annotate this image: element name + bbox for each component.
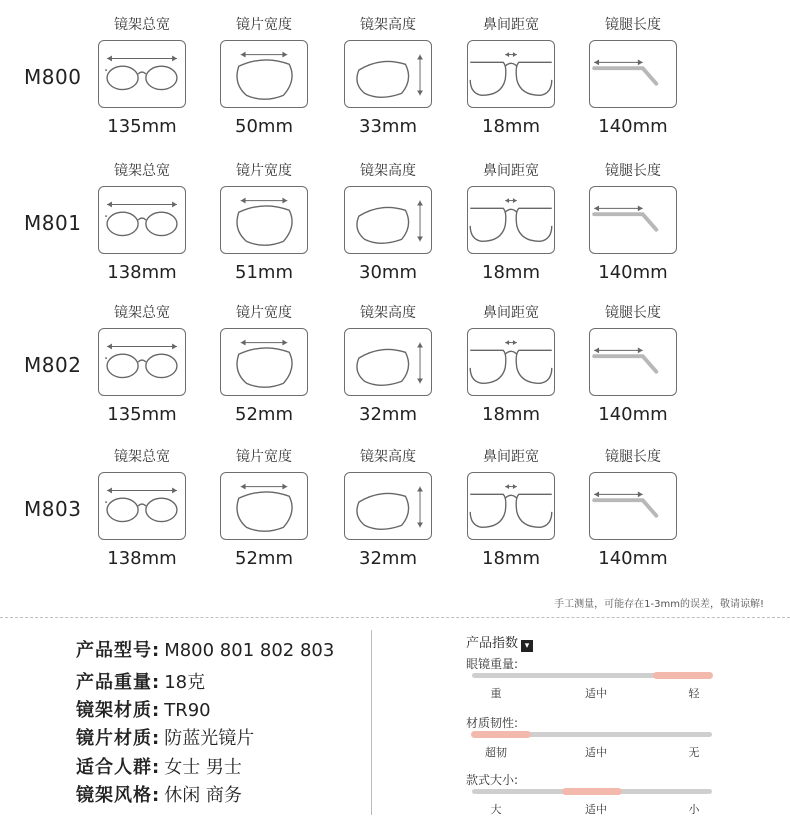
measurement-diagram (467, 186, 555, 254)
rating-tick: 重 (490, 687, 502, 700)
frame-height-icon (345, 187, 431, 253)
column-header: 镜架总宽 (114, 305, 170, 321)
spec-key: 镜片材质: (76, 728, 161, 749)
lens-width-icon (221, 329, 307, 395)
measurement-value: 135mm (107, 116, 177, 137)
measurement-diagram (98, 186, 186, 254)
spec-key: 镜架风格: (76, 785, 161, 806)
spec-value: 18克 (164, 672, 206, 693)
measurement-diagram (589, 186, 677, 254)
rating-tick: 无 (688, 746, 700, 759)
measurement-value: 18mm (482, 116, 540, 137)
temple-length-icon (590, 329, 676, 395)
rating-tick: 适中 (585, 803, 607, 816)
lens-width-icon (221, 41, 307, 107)
spec-key: 产品型号: (76, 640, 161, 661)
measurement-diagram (220, 328, 308, 396)
spec-row (76, 724, 254, 750)
spec-value: 防蓝光镜片 (164, 728, 255, 749)
rating-tick: 轻 (688, 687, 700, 700)
model-label-m802: M802 (24, 353, 82, 377)
measurement-note: 手工测量，可能存在1-3mm的误差，敬请谅解! (554, 599, 764, 610)
spec-key: 适合人群: (76, 757, 161, 778)
index-title (466, 632, 533, 652)
spec-value: TR90 (164, 700, 211, 721)
measurement-value: 140mm (598, 262, 668, 283)
lens-width-icon (221, 187, 307, 253)
column-header: 镜架高度 (360, 17, 416, 33)
measurement-diagram (467, 328, 555, 396)
column-header: 镜腿长度 (605, 449, 661, 465)
rating-indicator (471, 731, 531, 738)
measurement-value: 140mm (598, 116, 668, 137)
measurement-diagram (98, 328, 186, 396)
model-label-m803: M803 (24, 497, 82, 521)
spec-row (76, 668, 205, 694)
measurement-value: 52mm (235, 548, 293, 569)
bridge-width-icon (468, 473, 554, 539)
column-header: 鼻间距宽 (483, 305, 539, 321)
column-header: 镜架总宽 (114, 163, 170, 179)
temple-length-icon (590, 473, 676, 539)
index-title-text: 产品指数 (466, 636, 519, 651)
spec-row (76, 636, 334, 662)
model-label-m800: M800 (24, 65, 82, 89)
frame-height-icon (345, 329, 431, 395)
frame-height-icon (345, 41, 431, 107)
column-header: 镜片宽度 (236, 17, 292, 33)
vertical-divider (371, 630, 372, 815)
rating-indicator (562, 788, 622, 795)
measurement-value: 18mm (482, 548, 540, 569)
column-header: 镜片宽度 (236, 449, 292, 465)
rating-track (472, 673, 712, 678)
measurement-diagram (344, 186, 432, 254)
rating-tick: 超韧 (485, 746, 507, 759)
measurement-value: 52mm (235, 404, 293, 425)
rating-tick: 适中 (585, 687, 607, 700)
model-label-m801: M801 (24, 211, 82, 235)
measurement-diagram (344, 472, 432, 540)
column-header: 镜腿长度 (605, 305, 661, 321)
spec-row (76, 696, 211, 722)
measurement-value: 50mm (235, 116, 293, 137)
rating-indicator (653, 672, 713, 679)
column-header: 镜架高度 (360, 449, 416, 465)
column-header: 镜架总宽 (114, 449, 170, 465)
measurement-value: 138mm (107, 262, 177, 283)
bridge-width-icon (468, 187, 554, 253)
frame-width-icon (99, 41, 185, 107)
rating-label: 款式大小: (466, 773, 519, 787)
column-header: 镜片宽度 (236, 305, 292, 321)
column-header: 镜架总宽 (114, 17, 170, 33)
spec-key: 产品重量: (76, 672, 161, 693)
frame-width-icon (99, 329, 185, 395)
rating-tick: 适中 (585, 746, 607, 759)
measurement-diagram (344, 40, 432, 108)
measurement-value: 140mm (598, 548, 668, 569)
measurement-value: 32mm (359, 404, 417, 425)
rating-tick: 小 (688, 803, 700, 816)
rating-label: 眼镜重量: (466, 657, 519, 671)
rating-tick: 大 (490, 803, 502, 816)
column-header: 镜腿长度 (605, 17, 661, 33)
measurement-diagram (220, 472, 308, 540)
measurement-diagram (98, 40, 186, 108)
column-header: 镜片宽度 (236, 163, 292, 179)
measurement-diagram (98, 472, 186, 540)
column-header: 鼻间距宽 (483, 17, 539, 33)
measurement-value: 32mm (359, 548, 417, 569)
rating-track (472, 789, 712, 794)
spec-row (76, 753, 242, 779)
frame-width-icon (99, 473, 185, 539)
measurement-value: 135mm (107, 404, 177, 425)
rating-track (472, 732, 712, 737)
section-divider (0, 617, 790, 618)
measurement-diagram (589, 328, 677, 396)
measurement-diagram (220, 40, 308, 108)
column-header: 鼻间距宽 (483, 449, 539, 465)
chevron-down-icon: ▾ (521, 640, 533, 652)
temple-length-icon (590, 187, 676, 253)
measurement-value: 18mm (482, 262, 540, 283)
spec-value: 女士 男士 (164, 757, 242, 778)
lens-width-icon (221, 473, 307, 539)
measurement-value: 33mm (359, 116, 417, 137)
frame-height-icon (345, 473, 431, 539)
measurement-diagram (467, 472, 555, 540)
spec-row (76, 781, 242, 807)
measurement-diagram (589, 472, 677, 540)
measurement-diagram (589, 40, 677, 108)
column-header: 镜架高度 (360, 163, 416, 179)
column-header: 镜架高度 (360, 305, 416, 321)
spec-value: 休闲 商务 (164, 785, 242, 806)
measurement-diagram (344, 328, 432, 396)
rating-label: 材质韧性: (466, 716, 519, 730)
column-header: 鼻间距宽 (483, 163, 539, 179)
measurement-diagram (467, 40, 555, 108)
temple-length-icon (590, 41, 676, 107)
measurement-value: 140mm (598, 404, 668, 425)
column-header: 镜腿长度 (605, 163, 661, 179)
spec-value: M800 801 802 803 (164, 640, 335, 661)
bridge-width-icon (468, 329, 554, 395)
measurement-value: 30mm (359, 262, 417, 283)
measurement-diagram (220, 186, 308, 254)
measurement-value: 138mm (107, 548, 177, 569)
bridge-width-icon (468, 41, 554, 107)
spec-key: 镜架材质: (76, 700, 161, 721)
frame-width-icon (99, 187, 185, 253)
measurement-value: 51mm (235, 262, 293, 283)
measurement-value: 18mm (482, 404, 540, 425)
